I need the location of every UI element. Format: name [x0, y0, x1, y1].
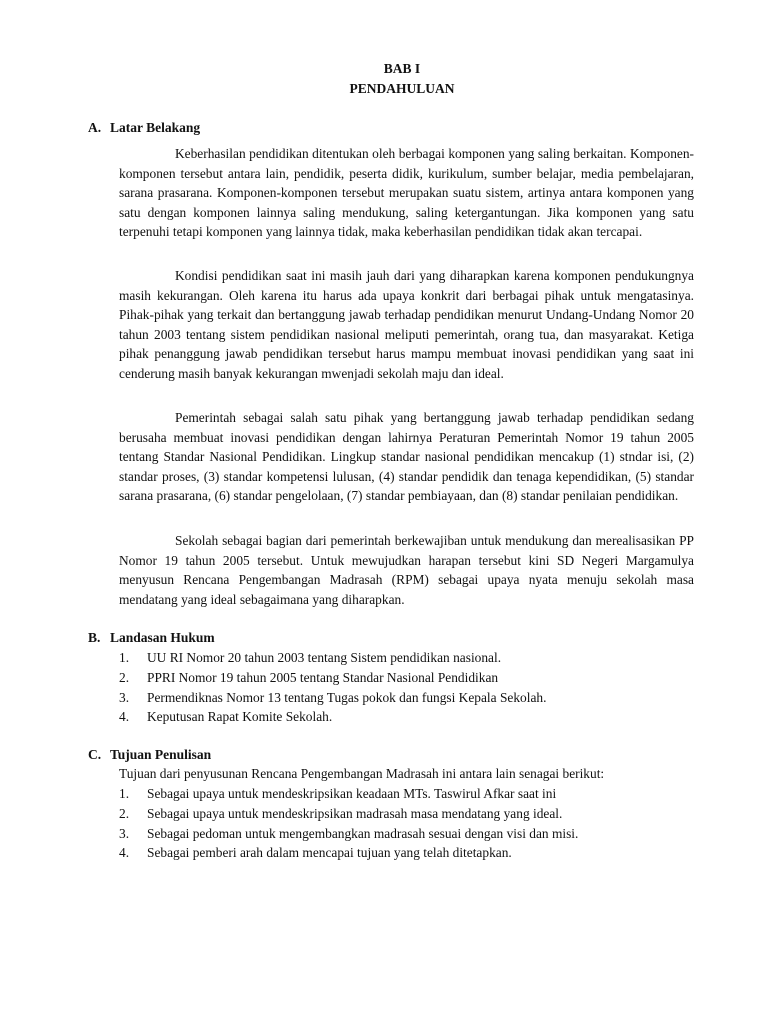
section-a-title: Latar Belakang — [110, 120, 201, 135]
list-item-text: PPRI Nomor 19 tahun 2005 tentang Standar Nasional Pendidikan — [147, 669, 499, 685]
list-item — [119, 804, 578, 824]
list-item-text: Sebagai upaya untuk mendeskripsikan keadaan MTs. Taswirul Afkar saat ini — [147, 786, 557, 801]
list-item-text: Keputusan Rapat Komite Sekolah. — [147, 709, 333, 725]
list-item-number: 3. — [119, 825, 130, 841]
list-item-number: 2. — [119, 805, 130, 821]
list-item — [119, 688, 546, 708]
section-c-heading — [88, 746, 211, 764]
chapter-number: BAB I — [383, 61, 421, 76]
section-a-paragraph-2: Kondisi pendidikan saat ini masih jauh dari yang diharapkan karena komponen pendukungnya masih kekurangan. Oleh karena itu harus ada upaya konkrit dari berbagai pihak untuk mengatasinya. Pihak-pihak yang terkait dan bertanggung jawab terhadap pendidikan menurut Undang-Undang Nomor 20 tahun 2003 tentang sistem pendidikan nasional meliputi pemerintah, orang tua, dan masyarakat. Ketiga pihak penanggung jawab pendidikan tersebut harus mampu membuat inovasi pendidikan yang saat ini cenderung masih banyak kekurangan mwenjadi sekolah maju dan ideal. — [119, 268, 694, 381]
list-item-text: Sebagai pemberi arah dalam mencapai tujuan yang telah ditetapkan. — [147, 845, 512, 861]
list-item-number: 3. — [119, 689, 130, 705]
section-a-heading — [88, 119, 200, 137]
section-a-paragraph-3: Pemerintah sebagai salah satu pihak yang bertanggung jawab terhadap pendidikan sedang berusaha membuat inovasi pendidikan dengan lahirnya Peraturan Pemerintah Nomor 19 tahun 2005 tentang Standar Nasional Pendidikan. Lingkup standar nasional pendidikan mencakup (1) stndar isi, (2) standar proses, (3) standar kompetensi lulusan, (4) standar pendidik dan tenaga kependidikan, (5) standar sarana prasarana, (6) standar pengelolaan, (7) standar pembiayaan, dan (8) standar penilaian pendidikan. — [119, 410, 694, 503]
list-item-number: 4. — [119, 709, 130, 725]
section-b-heading — [88, 629, 215, 647]
list-item-text: Permendiknas Nomor 13 tentang Tugas pokok dan fungsi Kepala Sekolah. — [147, 689, 547, 705]
list-item-number: 1. — [119, 650, 130, 665]
list-item — [119, 648, 546, 668]
section-a-paragraph-4: Sekolah sebagai bagian dari pemerintah berkewajiban untuk mendukung dan merealisasikan PP Nomor 19 tahun 2005 tersebut. Untuk mewujudkan harapan tersebut kini SD Negeri Margamulya menyusun Rencana Pengembangan Madrasah (RPM) sebagai upaya nyata menuju sekolah masa mendatang yang ideal sebagaimana yang diharapkan. — [119, 533, 694, 607]
list-item-text: Sebagai pedoman untuk mengembangkan madrasah sesuai dengan visi dan misi. — [147, 825, 579, 841]
list-item-number: 4. — [119, 845, 130, 861]
list-item — [119, 668, 546, 688]
section-b-title: Landasan Hukum — [110, 630, 215, 645]
section-a-paragraph-1: Keberhasilan pendidikan ditentukan oleh berbagai komponen yang saling berkaitan. Komponen-komponen tersebut antara lain, pendidik, peserta didik, kurikulum, sumber belajar, media pembelajaran, sarana prasarana. Komponen-komponen tersebut merupakan suatu sistem, artinya antara komponen yang satu dengan komponen lainnya saling mendukung, saling ketergantungan. Jika komponen yang satu terpenuhi tetapi komponen yang lainnya tidak, maka keberhasilan pendidikan tidak akan tercapai. — [119, 146, 694, 239]
list-item-number: 1. — [119, 786, 130, 801]
legal-basis-list — [119, 648, 546, 727]
section-c-letter: C. — [88, 747, 102, 762]
list-item — [119, 784, 578, 804]
writing-goals-list — [119, 784, 578, 863]
list-item — [119, 843, 578, 863]
list-item-text: UU RI Nomor 20 tahun 2003 tentang Sistem pendidikan nasional. — [147, 650, 502, 665]
list-item-text: Sebagai upaya untuk mendeskripsikan madrasah masa mendatang yang ideal. — [147, 805, 563, 821]
list-item-number: 2. — [119, 669, 130, 685]
list-item — [119, 707, 546, 727]
list-item — [119, 824, 578, 844]
section-b-letter: B. — [88, 630, 101, 645]
section-c-title: Tujuan Penulisan — [110, 747, 212, 762]
chapter-title: PENDAHULUAN — [349, 81, 455, 96]
section-c-intro: Tujuan dari penyusunan Rencana Pengembangan Madrasah ini antara lain senagai berikut: — [119, 766, 605, 781]
section-a-letter: A. — [88, 120, 102, 135]
